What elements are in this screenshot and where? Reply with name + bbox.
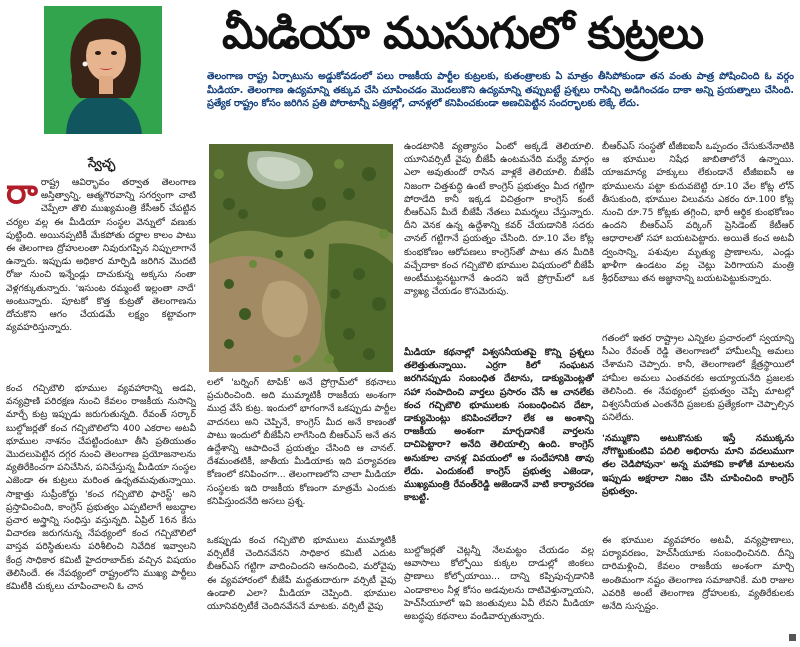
byline: స్వేచ్ఛ [88, 156, 116, 170]
col3-paragraph-1: ఉండటానికి వ్యత్యాసం ఏంటో అక్కడే తెలియాలి. యూనివర్సిటీ వైపు బీజేపీ ఉంటమనేది మధ్యే మార్గం ఎలా అవుతుందో రాసిన వాళ్లకే తెలియాలి. బీజేపీ నిజంగా చిత్తశుద్ధి ఉంటే కాంగ్రెస్ ప్రభుత్వం మీద గట్టిగా పోరాడేది కానీ ఇక్కడ విచిత్రంగా కాంగ్రెస్ కంటే బీఆర్ఎస్ మీదే బీజేపీ నేతలు విమర్శలు చేస్తున్నారు. దీని వెనక ఉన్న ఉద్దేశాన్ని కవర్ చేయడానికి సదరు చానల్ గట్టిగానే ప్రయత్నం చేసింది. రూ.10 వేల కోట్ల కుంభకోణం ఆరోపణలు కాంగ్రెస్‌తో పాటు తన మీదికి వచ్చేదాకా కంచ గచ్చిబౌలి భూముల విషయంలో బీజేపీ అంటీముట్టనట్టుగానే ఉందని ఇదే ప్రోగ్రామ్‌లో ఒక వ్యాఖ్య చేయడం కొసమెరుపు. [404, 141, 594, 298]
drop-cap: రా [6, 176, 38, 212]
lead-paragraph: తెలంగాణ రాష్ట్ర ఏర్పాటును అడ్డుకోవడంలో పలు రాజకీయ పార్టీల కుట్రలకు, కుతంత్రాలకు ఏ మాత్రం తీసిపోకుండా తన వంతు పాత్ర పోషించింది ఓ వర్గం మీడియా. తెలంగాణ ఉద్యమాన్ని తక్కువ చేసి చూపించడం మొదలుకొని ఉద్యమాన్ని తప్పుబట్టే ప్రశ్నలు రాసిచ్చి అడిగించడం దాకా అన్ని ప్రయత్నాలు చేసింది. ప్రత్యేక రాష్ట్రం కోసం జరిగిన ప్రతి పోరాటాన్నీ పత్రికల్లో, చానళ్లలో కనిపించకుండా అణచిపెట్టిన సందర్భాలకు లెక్కే లేదు. [207, 71, 794, 110]
col1-paragraph-2: కంచ గచ్చిబౌలి భూముల వ్యవహారాన్ని అడవి, వన్యప్రాణి పరిరక్షణ నుంచి కేవలం రాజకీయ నుసాన్ని మార్చే కుట్ర ఇప్పుడు జరుగుతున్నది. రేవంత్ సర్కార్ బుల్డోజర్లతో కంచ గచ్చిబౌలిలోని 400 ఎకరాల అటవీ భూముల నాశనం చేపట్టిందంటూ తీసి ప్రతియుతం మొదలుపెట్టిన దగ్గర నుంచి తెలంగాణ ప్రయోజనాలను వ్యతిరేకించగా పనిచేసిన, పనిచేస్తున్న మీడియా సంస్థల ఎజెండా ఈ కుట్రలు మరింత ఉధృతమవుతున్నాయి. సాక్షాత్తు సుప్రీంకోర్టు 'కంచ గచ్చిబౌలి ఫారెస్ట్' అని ప్రస్తావించింది, కాంగ్రెస్ ప్రభుత్వం ఎప్పటిలాగే అబద్ధాల ప్రచార అస్త్రాన్ని సంధిస్తు వస్తున్నది. ఏప్రిల్ 16న కేసు విచారణ జరుగనున్న నేపథ్యంలో కంచ గచ్చిబౌలిలో వాస్తవ పరిస్థితులను పరిశీలించి నివేదిక ఇవ్వాలని కేంద్ర సాధికార కమిటీ హైదరాబాద్‌కు వచ్చిన విషయం తెలిసిందే. ఈ నేపథ్యంలో రాష్ట్రంలోని ముఖ్య పార్టీలు కమిటీకి చుక్కలు చూపించాలని ఓ చాన [6, 383, 196, 593]
col4-paragraph-1: బీఆర్ఎస్ సంస్థతో టీజీఐఐసీ ఒప్పందం చేసుకునేనాటికి ఆ భూముల నిషేధ జాబితాలోనే ఉన్నాయి. యాజమాన్య హక్కులు లేకుండానే టీజీఐఐసీ ఆ భూములను పట్టా కుదువబెట్టి రూ.10 వేల కోట్ల లోన్ తీసుకుంది, భూముల విలువను ఎకరం రూ.100 కోట్ల నుంచి రూ.75 కోట్లకు తగ్గించి, భారీ ఆర్థిక కుంభకోణం ఉందని బీఆర్ఎస్ వర్కింగ్ ప్రెసిడెంట్ కేటీఆర్ ఆధారాలతో సహా బయటపెట్టారు. అయితే కంచ అటవీ ద్వంసాన్ని, పశువుల మృత్యు ప్రాణాలను, ఎండ్లు ఖాళీగా ఉండటం వల్ల చెట్లు పెరిగాయని మంత్రి శ్రీధర్‌బాబు తన అజ్ఞానాన్ని బయటపెట్టుకున్నారు. [602, 141, 794, 285]
col3-pull-quote: మీడియా కథనాల్లో విశ్వసనీయతపై కొన్ని ప్రశ్నలు తలెత్తుతున్నాయి. ఎర్రగా కిలో సంఘటన జరగినప్పుడు సంబంధిత దేటాను, డాక్యుమెంట్లతో సహా సంపాదించి వార్తలు ప్రసారం చేసే ఆ చానలేకు కంచ గచ్చిబౌలి భూములకు సంబంధించిన దేటా, డాక్యుమెంట్లు కనిపించలేదా? లేక ఆ అంశాన్ని రాజకీయ అంశంగా మార్చడానికే వార్తలను దాచిపెట్టారా? అనేది తెలియాల్సి ఉంది. కాంగ్రెస్ అనుకూల చానళ్ల వివయంలో ఆ సందేహానికి తావు లేదు. ఎందుకంటే కాంగ్రెస్ ప్రభుత్వ ఎజెండా, ముఖ్యమంత్రి రేవంత్‌రెడ్డి అజెండానే వాటి కార్యాచరణ కాబట్టి. [404, 347, 594, 504]
col4-paragraph-2: గతంలో ఇతర రాష్ట్రాల ఎన్నికల ప్రచారంలో స్వయాన్ని సీఎం రేవంత్ రెడ్డి తెలంగాణలో హామీలన్నీ అమలు చేశామని చెప్పారు. కానీ, తెలంగాణలో క్షేత్రస్థాయిలో హామీల అమలు ఎంతవరకు అయ్యాయనేది ప్రజలకు తెలిసింది. ఈ నేపథ్యంలో ప్రభుత్వం చెప్పే మాటల్లో విశ్వసనీయత ఎంతనేది ప్రజలకు ప్రత్యేకంగా చెప్పాల్సిన పనిలేదు. [602, 333, 794, 424]
aerial-forest-photo [209, 144, 393, 372]
column-4 [602, 140, 794, 642]
col3-paragraph-2: బుల్డోజర్లతో చెట్లన్నీ నేలమట్టం చేయడం వల్ల ఆవాసాలు కోల్పోయి కుక్కల దాడుల్లో జింకలు ప్రాణాలు కోల్పోయాయి... దాన్ని కప్పిపుచ్చడానికి ఎండాకాలం నీళ్ల కోసం అడవులను దాటివెళ్తున్నాయని, హెచ్‌సీయూలో ఇవి జంతువులు ఏవీ లేవని మీడియా అబద్ధపు కథనాలు వండివార్చుతున్నారు. [404, 545, 594, 623]
col2-paragraph-1: లలో 'బర్నింగ్ టాపిక్' అనే ప్రోగ్రామ్‌లో కథనాలు ప్రచురించింది. అది ముమ్మాటికీ రాజకీయ అంశంగా ముద్ర వేసే కుట్ర. ఇందులో భాగంగానే ఒకప్పుడు పార్టీల వాదనలు అని చెప్పినే, కాంగ్రెస్ మీద అనే కాణంతో పాటు ఇందులో బీజేపీని లాగేసింది బీఆర్ఎస్ అనే తన ఉద్దేశాన్ని ఆపాదించే ప్రయత్నం చేసింది ఆ చానల్. దేశమంతటికీ, జాతీయ మీడియాకు ఇది పర్యావరణ కోణంలో కనిపించగా... తెలంగాణలోని చాలా మీడియా సంస్థలకు ఇది రాజకీయ కోణంగా మాత్రమే ఎందుకు కనిపిస్తుందనేది అసలు ప్రశ్న. [207, 377, 396, 507]
column-3 [404, 140, 594, 642]
col2-paragraph-2: ఒకప్పుడు కంచ గచ్చిబౌలి భూములు ముమ్మాటికీ వర్సిటీకే చెందినవేనని సాధికార కమిటీ ఎదుట బీఆర్ఎస్ గట్టిగా వాదించిందని ఆనందించి, మరోవైపు ఈ వ్యవహారంలో బీజేపీ మద్దతుదారుగా వర్సిటీ వైపు ఉండాలి ఎలా? మీడియా చెప్పింది. భూముల యూనివర్సిటీకే చెందినవేననే మాటకు. వర్సిటీ వైపు [207, 535, 396, 613]
col1-paragraph-1 [6, 176, 196, 372]
headline: మీడియా ముసుగులో కుట్రలు [222, 8, 704, 59]
col1-text-1: రాష్ట్ర ఆవిర్భావం తర్వాత తెలంగాణ అస్తిత్వాన్ని, ఆత్మగౌరవాన్ని సగర్వంగా చాటి చెప్పేలా తొలి ముఖ్యమంత్రి కేసీఆర్ చేపట్టిన చర్యల వల్ల ఈ మీడియా సంస్థల వెన్నులో వణుకు పుట్టింది. అయినప్పటికీ మేకపోతు దర్జాల కాలం పాటు ఈ తెలంగాణ ద్రోహులంతా నివురుగప్పిన నిప్పులాగానే ఉన్నారు. ఇప్పుడు అధికార మార్పిడి జరిగిన మొదటి రోజు నుంచి ఇన్నేండ్లు దాచుకున్న అక్కసు నంతా వెళ్లగక్కుతున్నారు. 'ఇసుంట రమ్మంటే ఇల్లంతా నాదే' అంటున్నారు. పూటకో కొత్త కుట్రతో తెలంగాణను దోచుకొని ఆగం చేయడమే లక్ష్యం కట్టావంగా వ్యవహరిస్తున్నారు. [6, 177, 196, 334]
author-portrait [44, 6, 162, 134]
column-2 [207, 376, 396, 642]
col4-quote: 'నమ్ముకొని అటుకొనుకు ఇస్తే నముక్కను నోగొట్టుకుంటివి పదిలి అభిరాను మాని వదలుముగా తల చెడిపోవునా' అన్న మహాకవి కాళోజీ మాటలను ఇప్పుడు అక్షరాలా నిజం చేసి చూపించింది కాంగ్రెస్ ప్రభుత్వం. [602, 433, 794, 497]
col4-paragraph-3: ఈ భూముల వ్యవహారం అటవీ, వన్యప్రాణాలు, పర్యావరణం, హెచ్‌సీయూకు సంబంధించినది. దీన్ని దారిమళ్లించి, కేవలం రాజకీయ అంశంగా మార్చి అంతిమంగా నష్టం తెలంగాణ సమాజానికే. మరి రాజుల ఎవరికి అంటే తెలంగాణ ద్రోహులకు, వ్యతిరేకులకు అనేది సుస్పష్టం. [602, 535, 794, 613]
end-mark-icon [789, 634, 796, 641]
column-1 [6, 176, 196, 642]
